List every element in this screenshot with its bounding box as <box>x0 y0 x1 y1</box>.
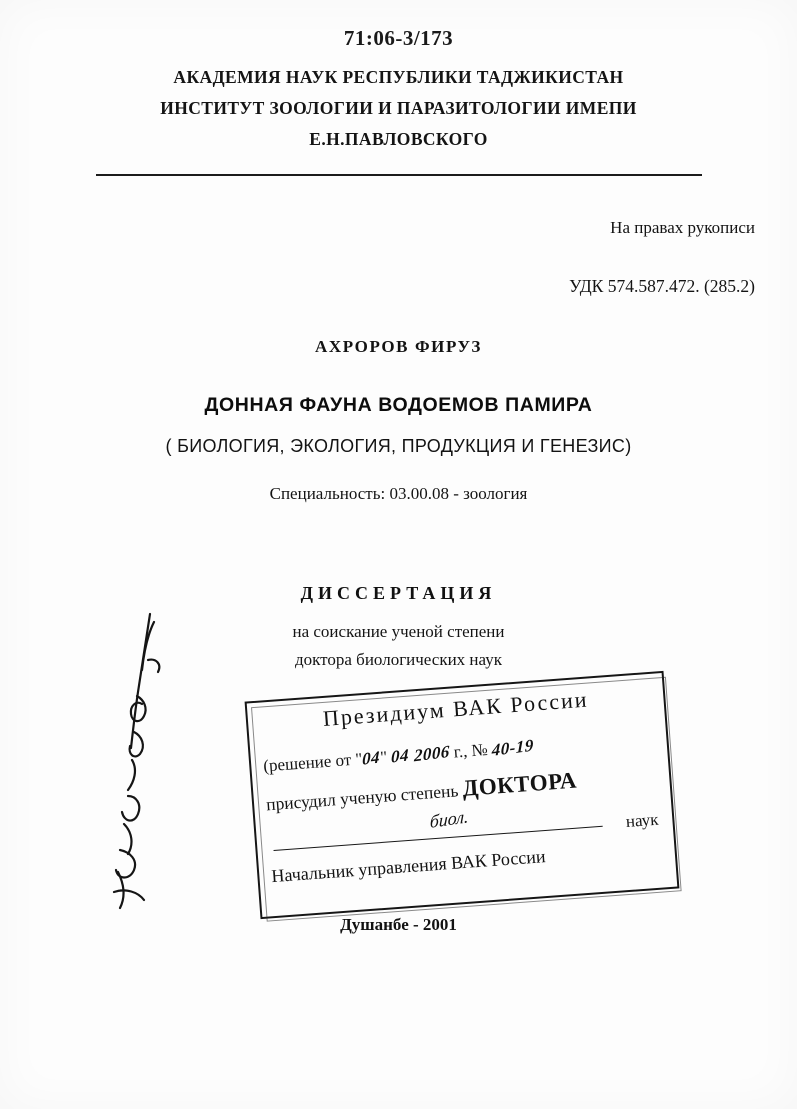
organization-line-1: АКАДЕМИЯ НАУК РЕСПУБЛИКИ ТАДЖИКИСТАН <box>173 67 624 87</box>
vak-stamp <box>245 671 680 919</box>
page-subtitle: ( БИОЛОГИЯ, ЭКОЛОГИЯ, ПРОДУКЦИЯ И ГЕНЕЗИС) <box>165 436 632 456</box>
header-divider <box>96 174 702 176</box>
stamp-official-line: Начальник управления ВАК России <box>270 846 547 887</box>
stamp-decision-day: 04 <box>362 747 381 769</box>
stamp-decision-year-suffix: г., № <box>453 740 489 762</box>
stamp-decision-number: 40-19 <box>491 735 535 760</box>
stamp-award-degree: ДОКТОРА <box>461 767 578 801</box>
dissertation-word: ДИССЕРТАЦИЯ <box>300 583 497 603</box>
degree-line-1: на соискание ученой степени <box>292 622 505 641</box>
organization-line-3: Е.Н.ПАВЛОВСКОГО <box>309 129 488 149</box>
stamp-title: Президиум ВАК России <box>322 686 590 731</box>
organization-line-2: ИНСТИТУТ ЗООЛОГИИ И ПАРАЗИТОЛОГИИ ИМЕПИ <box>160 98 637 118</box>
organization-header <box>0 62 797 155</box>
stamp-decision-prefix: (решение от " <box>262 749 364 776</box>
stamp-decision-year: 2006 <box>413 741 450 766</box>
stamp-handwritten-field: биол. <box>429 806 469 832</box>
manuscript-note: На правах рукописи <box>610 218 755 237</box>
author-name: АХРОРОВ ФИРУЗ <box>315 337 482 356</box>
stamp-award-text: присудил ученую степень <box>265 780 459 815</box>
degree-line-2: доктора биологических наук <box>295 650 502 669</box>
stamp-decision-quote: " <box>379 747 388 767</box>
city-year: Душанбе - 2001 <box>340 915 457 934</box>
catalogue-number: 71:06-3/173 <box>343 26 454 50</box>
speciality-line: Специальность: 03.00.08 - зоология <box>269 484 528 503</box>
udk-code: УДК 574.587.472. (285.2) <box>569 276 755 296</box>
page-title: ДОННАЯ ФАУНА ВОДОЕМОВ ПАМИРА <box>204 394 593 416</box>
handwritten-signature-left <box>104 600 174 920</box>
stamp-nauk-label: наук <box>625 809 659 832</box>
stamp-decision-month: 04 <box>391 745 410 767</box>
